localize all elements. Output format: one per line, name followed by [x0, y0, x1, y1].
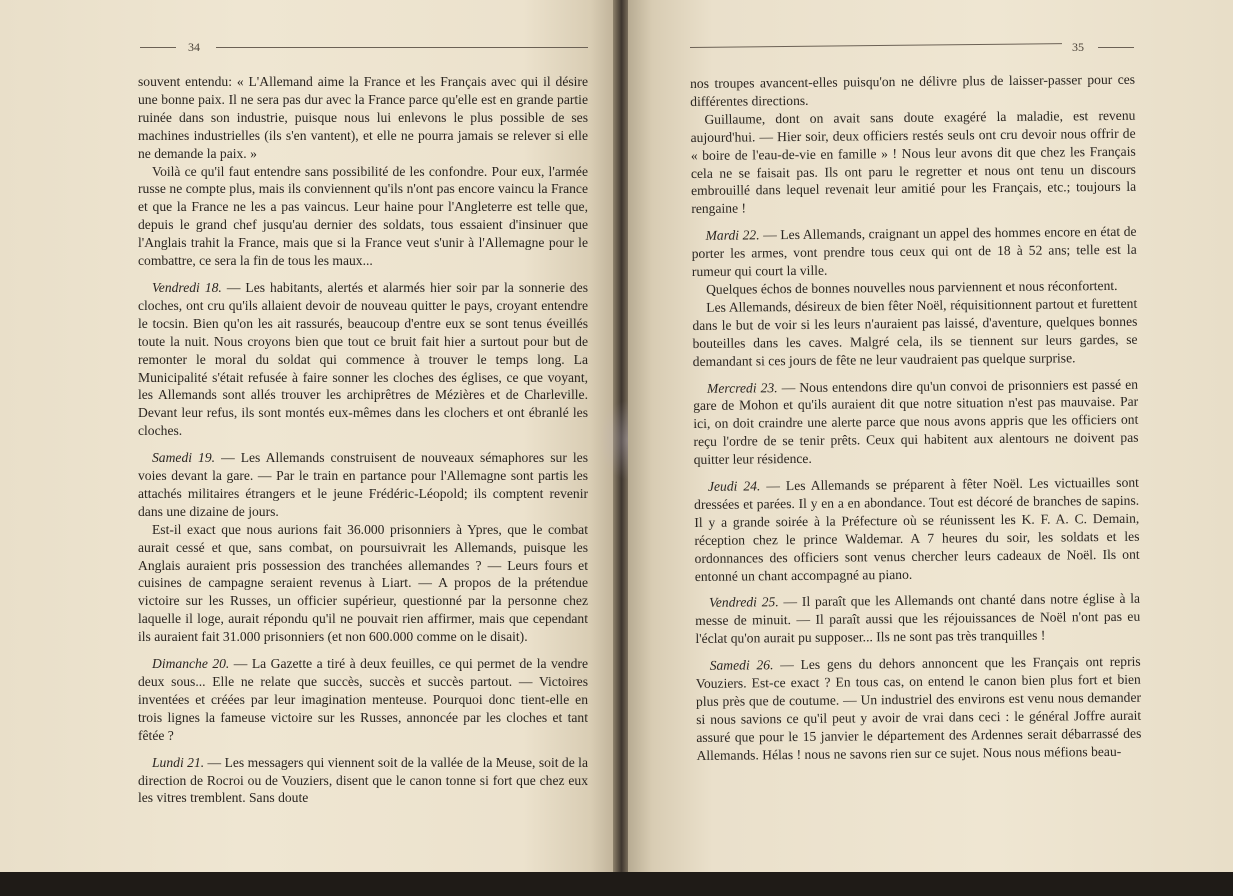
diary-entry: [696, 653, 1142, 765]
paragraph: [138, 73, 588, 163]
diary-entry: [138, 279, 588, 440]
paragraph: [138, 521, 588, 646]
diary-entry: [691, 223, 1136, 281]
paragraph-text: — Les messagers qui viennent soit de la vallée de la Meuse, soit de la direction de Rocroi ou de Vouziers, disent que le canon tonne si fort que chez eux les vitres tremblent. Sans doute: [138, 754, 588, 806]
paragraph-text: — Les gens du dehors annoncent que les Français ont repris Vouziers. Est-ce exact ? En tous cas, on entend le canon bien plus fort et bien plus près que de coutume. — Un industriel des environs est venu nous demander si nous savions ce qu'il peut y avoir de vrai dans ceci : le général Joffre aurait assuré que pour le 15 janvier le département des Ardennes serait débarrassé des Allemands. Hélas ! nous ne savons rien sur ce sujet. Nous nous méfions beau-: [695, 653, 1142, 763]
diary-entry: [695, 590, 1140, 648]
paragraph: [690, 71, 1135, 111]
entry-date: Vendredi 18.: [152, 279, 222, 295]
paragraph: [138, 163, 588, 270]
header-rule-left: [140, 47, 176, 48]
right-page: [628, 0, 1233, 896]
page-number: 34: [188, 40, 200, 54]
page-bottom-edge: [0, 872, 1233, 896]
paragraph-text: souvent entendu: « L'Allemand aime la France et les Français avec qui il désire une bonne paix. Il ne sera pas dur avec la France parce qu'elle est en grande partie ruinée dans son industrie, puisque nous lui enlevons le plus possible de ses machines industrielles (ils s'en vantent), et elle ne pourra jamais se relever si elle ne demande la paix. »: [138, 74, 588, 161]
header-rule-left: [690, 43, 1062, 48]
entry-date: Samedi 26.: [709, 657, 774, 674]
paragraph: [692, 295, 1138, 371]
paragraph: [690, 107, 1136, 219]
left-page: [0, 0, 615, 896]
paragraph-text: Les Allemands, désireux de bien fêter Noël, réquisitionnent partout et furettent dans le but de voir si les leurs n'auraient pas laissé, d'aventure, quelques bonnes bouteilles dans les caves. Malgré cela, ils se tiennent sur leurs gardes, se demandant si ces jours de fête ne leur vaudraient pas quelque surprise.: [692, 295, 1138, 369]
diary-entry: [138, 754, 588, 808]
paragraph-text: — Nous entendons dire qu'un convoi de prisonniers est passé en gare de Mohon et qu'ils auraient dit que notre situation n'est pas mauvaise. Par ici, on doit craindre une alerte parce que nous avons appris que les officiers ont reçu l'ordre de se tenir prêts. Ceux qui habitent aux alentours ne doivent pas quitter leur résidence.: [693, 376, 1139, 468]
paragraph-text: — La Gazette a tiré à deux feuilles, ce qui permet de la vendre deux sous... Elle ne relate que succès, succès et succès partout. — Victoires inventées et créées par leur imagination menteuse. Pourquoi donc tient-elle en trois lignes la fameuse victoire sur les Russes, annoncée par les cloches et tant fêtée ?: [138, 656, 588, 743]
paragraph-text: nos troupes avancent-elles puisqu'on ne délivre plus de laisser-passer pour ces différentes directions.: [690, 71, 1136, 109]
entry-date: Lundi 21.: [152, 754, 205, 770]
paragraph-text: Guillaume, dont on avait sans doute exagéré la maladie, est revenu aujourd'hui. — Hier soir, deux officiers restés seuls ont cru devoir nous offrir de « boire de l'eau-de-vie en famille » ! Nous leur avons dit que chez les Français cela ne se faisait pas. Ils ont paru le regretter et nous ont tenu un discours embrouillé dans lequel revenait leur amitié pour les Français, etc.; toujours la rengaine !: [690, 107, 1137, 217]
paragraph-text: — Les Allemands se préparent à fêter Noël. Les victuailles sont dressées et parées. Il y en a en abondance. Tout est décoré de branches de sapins. Il y a grande soirée à la Préfecture où se réunissent les K. F. A. C. Demain, réception chez le prince Waldemar. A 7 heures du soir, les soldats et les ordonnances des officiers sont venus chercher leurs cadeaux de Noël. Ils ont entonné un chant accompagné au piano.: [694, 474, 1140, 584]
diary-entry: [138, 449, 588, 521]
diary-entry: [138, 655, 588, 745]
entry-date: Vendredi 25.: [708, 594, 779, 611]
left-page-header: [0, 38, 615, 58]
diary-entry: [693, 375, 1139, 469]
entry-date: Mercredi 23.: [706, 379, 778, 396]
page-number: 35: [1072, 40, 1084, 54]
paragraph-text: — Il paraît que les Allemands ont chanté dans notre église à la messe de minuit. — Il paraît aussi que les réjouissances de Noël n'ont pas eu l'éclat qu'on aurait pu supposer... Ils ne sont pas très tranquilles !: [695, 591, 1141, 647]
paragraph-text: — Les habitants, alertés et alarmés hier soir par la sonnerie des cloches, ont cru qu'ils allaient devoir de nouveau quitter le pays, croyant entendre le tocsin. Bien qu'on les ait rassurés, beaucoup d'entre eux se sont tenus éveillés toute la nuit. Nous croyons bien que tout ce bruit fait hier a surtout pour but de remonter le moral du soldat qui commence à trouver le temps long. La Municipalité s'était refusée à faire sonner les cloches des églises, ce que voyant, les Allemands sont allés trouver les archiprêtres de Mézières et de Charleville. Devant leur refus, ils sont montés eux-mêmes dans les clochers et ont ébranlé les cloches.: [138, 279, 588, 439]
paragraph-text: Est-il exact que nous aurions fait 36.000 prisonniers à Ypres, que le combat aurait cessé et que, sans combat, on poursuivrait les Allemands, puisque les Anglais auraient pris possession des tranchées allemandes ? — Leurs fours et cuisines de campagne seraient revenus à Liart. — A propos de la prétendue victoire sur les Russes, un officier supérieur, questionné par la personne chez laquelle il loge, aurait répondu qu'il ne pouvait rien affirmer, mais que cependant ils auraient fait 31.000 prisonniers (et non 600.000 comme on le disait).: [138, 521, 588, 645]
header-rule-right: [1098, 47, 1134, 48]
left-page-body: [138, 73, 588, 807]
diary-entry: [694, 474, 1140, 586]
paragraph-text: — Les Allemands construisent de nouveaux sémaphores sur les voies devant la gare. — Par le train en partance pour l'Allemagne sont partis les attachés militaires étrangers et le jeune Frédéric-Léopold; ils comptent revenir dans une dizaine de jours.: [138, 450, 588, 519]
header-rule-right: [216, 47, 588, 48]
paragraph-text: — Les Allemands, craignant un appel des hommes encore en état de porter les armes, vont prendre tous ceux qui ont de 18 à 52 ans; telle est la rumeur qui court la ville.: [691, 223, 1137, 280]
right-page-body: [690, 71, 1142, 765]
paragraph-text: Quelques échos de bonnes nouvelles nous parviennent et nous réconfortent.: [705, 277, 1118, 297]
entry-date: Dimanche 20.: [152, 656, 230, 672]
paragraph-text: Voilà ce qu'il faut entendre sans possibilité de les confondre. Pour eux, l'armée russe ne compte plus, mais ils conviennent qu'ils n'ont pas encore vaincu la France et que la France ne les a pas vaincus. Leur haine pour l'Angleterre est telle que, depuis le grand chef jusqu'au dernier des soldats, tous essaient d'insinuer que l'Anglais trahit la France, mais que si la France veut s'unir à l'Allemagne pour le combattre, ce sera la fin de tous les maux...: [138, 163, 588, 269]
entry-date: Samedi 19.: [152, 450, 216, 466]
entry-date: Mardi 22.: [705, 227, 760, 244]
entry-date: Jeudi 24.: [707, 478, 761, 494]
right-page-header: [628, 38, 1233, 58]
